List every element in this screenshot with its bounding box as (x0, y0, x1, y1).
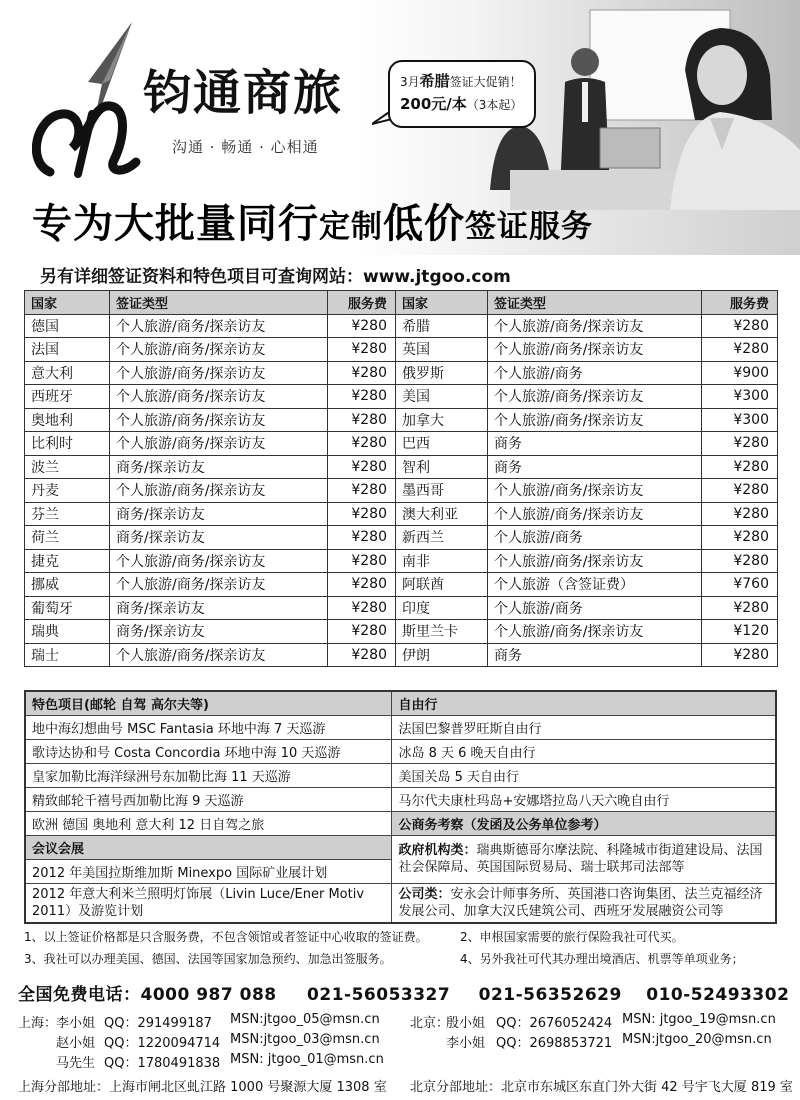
visa-type-cell: 个人旅游/商务/探亲访友 (110, 385, 328, 409)
fee-cell: ¥900 (702, 361, 778, 385)
visa-type-cell: 个人旅游/商务/探亲访友 (110, 361, 328, 385)
fee-cell: ¥280 (328, 502, 396, 526)
special-item: 地中海幻想曲号 MSC Fantasia 环地中海 7 天巡游 (25, 715, 392, 739)
country-cell: 斯里兰卡 (396, 620, 488, 644)
fee-cell: ¥280 (328, 549, 396, 573)
fee-cell: ¥280 (328, 432, 396, 456)
contact-qq[interactable]: QQ：1220094714 (104, 1036, 221, 1051)
country-cell: 意大利 (25, 361, 110, 385)
country-cell: 瑞典 (25, 620, 110, 644)
visa-row (25, 432, 778, 456)
special-item: 歌诗达协和号 Costa Concordia 环地中海 10 天巡游 (25, 739, 392, 763)
contact-qq[interactable]: QQ：2698853721 (496, 1036, 613, 1051)
col-visa-type: 签证类型 (488, 291, 702, 315)
contact-name: 李小姐 (446, 1036, 486, 1051)
extras-table (24, 690, 777, 924)
free-item: 冰岛 8 天 6 晚天自由行 (392, 739, 776, 763)
fee-cell: ¥280 (328, 338, 396, 362)
special-projects-header: 特色项目(邮轮 自驾 高尔夫等) (25, 691, 392, 715)
fee-cell: ¥280 (328, 643, 396, 667)
visa-type-cell: 商务 (488, 643, 702, 667)
fee-cell: ¥280 (702, 338, 778, 362)
country-cell: 西班牙 (25, 385, 110, 409)
visa-type-cell: 个人旅游/商务/探亲访友 (488, 549, 702, 573)
country-cell: 英国 (396, 338, 488, 362)
country-cell: 阿联酋 (396, 573, 488, 597)
visa-type-cell: 个人旅游/商务/探亲访友 (488, 385, 702, 409)
country-cell: 墨西哥 (396, 479, 488, 503)
country-cell: 奥地利 (25, 408, 110, 432)
visa-type-cell: 个人旅游/商务/探亲访友 (110, 408, 328, 432)
hotline: 全国免费电话：4000 987 088 021-56053327 021-56352629 010-52493302 (18, 985, 790, 1005)
visa-type-cell: 商务/探亲访友 (110, 526, 328, 550)
shanghai-address: 上海分部地址：上海市闸北区虬江路 1000 号聚源大厦 1308 室 (18, 1080, 387, 1095)
phone-link[interactable]: 4000 987 088 (140, 985, 277, 1005)
visa-type-cell: 个人旅游/商务 (488, 526, 702, 550)
promo-bubble (388, 60, 536, 128)
country-cell: 新西兰 (396, 526, 488, 550)
beijing-label: 北京： (410, 1016, 450, 1031)
promo-line-1: 3月希腊签证大促销！ (400, 72, 522, 90)
visa-type-cell: 个人旅游/商务/探亲访友 (488, 408, 702, 432)
brand-name: 钧通商旅 (143, 65, 344, 121)
note-item: 2、申根国家需要的旅行保险我社可代买。 (460, 930, 684, 944)
shanghai-label: 上海： (18, 1016, 58, 1031)
note-item: 1、以上签证价格都是只含服务费，不包含领馆或者签证中心收取的签证费。 (24, 930, 428, 944)
visa-row (25, 338, 778, 362)
visa-row (25, 620, 778, 644)
note-item: 3、我社可以办理美国、德国、法国等国家加急预约、加急出签服务。 (24, 952, 392, 966)
visa-row (25, 549, 778, 573)
fee-cell: ¥280 (328, 314, 396, 338)
contact-msn[interactable]: MSN:jtgoo_05@msn.cn (230, 1012, 380, 1027)
visa-type-cell: 个人旅游/商务/探亲访友 (488, 502, 702, 526)
country-cell: 俄罗斯 (396, 361, 488, 385)
visa-type-cell: 商务 (488, 432, 702, 456)
country-cell: 加拿大 (396, 408, 488, 432)
special-item: 皇家加勒比海洋绿洲号东加勒比海 11 天巡游 (25, 763, 392, 787)
jt-logo-icon (32, 22, 144, 182)
fee-cell: ¥280 (328, 361, 396, 385)
visa-row (25, 361, 778, 385)
country-cell: 南非 (396, 549, 488, 573)
country-cell: 法国 (25, 338, 110, 362)
country-cell: 希腊 (396, 314, 488, 338)
fee-cell: ¥280 (702, 314, 778, 338)
country-cell: 伊朗 (396, 643, 488, 667)
brand-slogan: 沟通 · 畅通 · 心相通 (172, 138, 319, 156)
contact-name: 殷小姐 (446, 1016, 486, 1031)
visa-type-cell: 个人旅游/商务 (488, 361, 702, 385)
visa-type-cell: 个人旅游/商务/探亲访友 (488, 314, 702, 338)
fee-cell: ¥280 (328, 408, 396, 432)
country-cell: 葡萄牙 (25, 596, 110, 620)
visa-row (25, 526, 778, 550)
visa-type-cell: 商务 (488, 455, 702, 479)
visa-row (25, 455, 778, 479)
visa-type-cell: 个人旅游/商务 (488, 596, 702, 620)
contact-msn[interactable]: MSN: jtgoo_19@msn.cn (622, 1012, 776, 1027)
visa-type-cell: 个人旅游/商务/探亲访友 (110, 549, 328, 573)
fee-cell: ¥280 (702, 643, 778, 667)
contact-msn[interactable]: MSN: jtgoo_01@msn.cn (230, 1052, 384, 1067)
free-travel-header: 自由行 (392, 691, 776, 715)
fee-cell: ¥280 (328, 455, 396, 479)
visa-type-cell: 商务/探亲访友 (110, 502, 328, 526)
special-item: 精致邮轮千禧号西加勒比海 9 天巡游 (25, 787, 392, 811)
country-cell: 智利 (396, 455, 488, 479)
fee-cell: ¥280 (328, 573, 396, 597)
companies-cell: 公司类：安永会计师事务所、英国港口咨询集团、法兰克福经济发展公司、加拿大汉氏建筑公司、西班牙发展融资公司等 (392, 883, 776, 923)
fee-cell: ¥300 (702, 385, 778, 409)
col-country: 国家 (396, 291, 488, 315)
visa-type-cell: 商务/探亲访友 (110, 620, 328, 644)
visa-type-cell: 个人旅游/商务/探亲访友 (110, 479, 328, 503)
visa-type-cell: 商务/探亲访友 (110, 596, 328, 620)
promo-line-2: 200元/本（3本起） (400, 95, 523, 113)
country-cell: 印度 (396, 596, 488, 620)
contact-name: 李小姐 (56, 1016, 96, 1031)
fee-cell: ¥760 (702, 573, 778, 597)
country-cell: 瑞士 (25, 643, 110, 667)
contact-qq[interactable]: QQ：1780491838 (104, 1056, 221, 1071)
visa-type-cell: 个人旅游/商务/探亲访友 (488, 338, 702, 362)
fee-cell: ¥280 (328, 479, 396, 503)
visa-row (25, 596, 778, 620)
country-cell: 挪威 (25, 573, 110, 597)
country-cell: 美国 (396, 385, 488, 409)
contact-name: 马先生 (56, 1056, 96, 1071)
visa-type-cell: 个人旅游/商务/探亲访友 (110, 314, 328, 338)
fee-cell: ¥280 (702, 502, 778, 526)
fee-cell: ¥280 (328, 385, 396, 409)
fee-cell: ¥280 (328, 526, 396, 550)
fee-cell: ¥280 (702, 479, 778, 503)
free-item: 法国巴黎普罗旺斯自由行 (392, 715, 776, 739)
special-item: 欧洲 德国 奥地利 意大利 12 日自驾之旅 (25, 811, 392, 835)
visa-row (25, 573, 778, 597)
fee-cell: ¥280 (702, 596, 778, 620)
phone-link[interactable]: 021-56053327 (307, 985, 451, 1005)
visa-type-cell: 个人旅游/商务/探亲访友 (488, 479, 702, 503)
beijing-address: 北京分部地址：北京市东城区东直门外大街 42 号宇飞大厦 819 室 (410, 1080, 793, 1095)
contact-qq[interactable]: QQ：2676052424 (496, 1016, 613, 1031)
note-item: 4、另外我社可代其办理出境酒店、机票等单项业务； (460, 952, 744, 966)
country-cell: 波兰 (25, 455, 110, 479)
contact-qq[interactable]: QQ：291499187 (104, 1016, 212, 1031)
fee-cell: ¥280 (328, 620, 396, 644)
country-cell: 芬兰 (25, 502, 110, 526)
visa-row (25, 479, 778, 503)
website-subhead: 另有详细签证资料和特色项目可查询网站：www.jtgoo.com (40, 267, 511, 287)
fee-cell: ¥280 (702, 526, 778, 550)
gov-agencies-cell: 政府机构类：瑞典斯德哥尔摩法院、科隆城市街道建设局、法国社会保障局、英国国际贸易局、瑞士联邦司法部等 (392, 835, 776, 883)
contact-msn[interactable]: MSN:jtgoo_20@msn.cn (622, 1032, 772, 1047)
visa-type-cell: 商务/探亲访友 (110, 455, 328, 479)
conference-item: 2012 年意大利米兰照明灯饰展（Livin Luce/Ener Motiv 2011）及游览计划 (25, 883, 392, 923)
free-item: 马尔代夫康杜玛岛+安娜塔拉岛八天六晚自由行 (392, 787, 776, 811)
fee-cell: ¥280 (328, 596, 396, 620)
country-cell: 澳大利亚 (396, 502, 488, 526)
col-fee: 服务费 (702, 291, 778, 315)
visa-type-cell: 个人旅游/商务/探亲访友 (488, 620, 702, 644)
fee-cell: ¥280 (702, 432, 778, 456)
headline: 专为大批量同行定制低价签证服务 (32, 200, 593, 247)
country-cell: 德国 (25, 314, 110, 338)
fee-cell: ¥280 (702, 455, 778, 479)
contact-name: 赵小姐 (56, 1036, 96, 1051)
col-country: 国家 (25, 291, 110, 315)
phone-link[interactable]: 010-52493302 (646, 985, 790, 1005)
country-cell: 比利时 (25, 432, 110, 456)
contact-msn[interactable]: MSN:jtgoo_03@msn.cn (230, 1032, 380, 1047)
visa-type-cell: 个人旅游/商务/探亲访友 (110, 432, 328, 456)
col-visa-type: 签证类型 (110, 291, 328, 315)
visa-row (25, 502, 778, 526)
visa-row (25, 408, 778, 432)
col-fee: 服务费 (328, 291, 396, 315)
visa-row (25, 314, 778, 338)
visa-type-cell: 个人旅游/商务/探亲访友 (110, 643, 328, 667)
fee-cell: ¥300 (702, 408, 778, 432)
country-cell: 丹麦 (25, 479, 110, 503)
visa-type-cell: 个人旅游/商务/探亲访友 (110, 338, 328, 362)
visa-type-cell: 个人旅游（含签证费） (488, 573, 702, 597)
country-cell: 巴西 (396, 432, 488, 456)
conference-item: 2012 年美国拉斯维加斯 Minexpo 国际矿业展计划 (25, 859, 392, 883)
visa-row (25, 643, 778, 667)
fee-cell: ¥280 (702, 549, 778, 573)
free-item: 美国关岛 5 天自由行 (392, 763, 776, 787)
country-cell: 荷兰 (25, 526, 110, 550)
visa-type-cell: 个人旅游/商务/探亲访友 (110, 573, 328, 597)
phone-link[interactable]: 021-56352629 (478, 985, 622, 1005)
country-cell: 捷克 (25, 549, 110, 573)
business-inspection-header: 公商务考察（发函及公务单位参考） (392, 811, 776, 835)
conference-header: 会议会展 (25, 835, 392, 859)
visa-row (25, 385, 778, 409)
fee-cell: ¥120 (702, 620, 778, 644)
visa-price-table (24, 290, 778, 667)
visa-table-header-row (25, 291, 778, 315)
